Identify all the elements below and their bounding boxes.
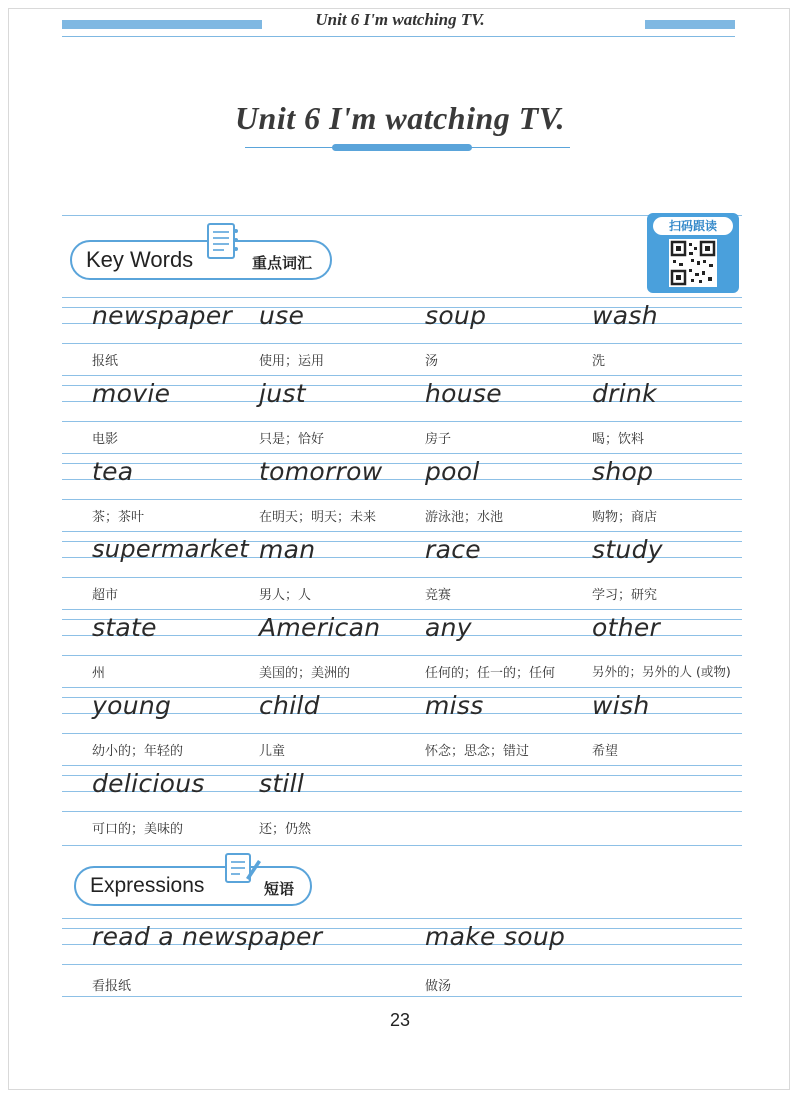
key-words-title: Key Words [86, 247, 194, 272]
vocab-meaning: 幼小的；年轻的 [92, 744, 184, 759]
vocab-meaning: 洗 [592, 354, 606, 369]
expression-phrase: read a newspaper [92, 922, 323, 951]
vocab-word: study [592, 535, 663, 564]
vocab-word: American [259, 613, 381, 642]
vocab-word: shop [592, 457, 654, 486]
vocab-meaning: 房子 [425, 432, 452, 447]
expressions-heading [74, 866, 312, 906]
vocab-meaning: 茶；茶叶 [92, 510, 145, 525]
vocab-meaning: 美国的；美洲的 [259, 666, 351, 681]
vocab-meaning: 希望 [592, 744, 619, 759]
vocab-meaning: 游泳池；水池 [425, 510, 504, 525]
vocab-meaning: 报纸 [92, 354, 119, 369]
vocab-meaning: 男人；人 [259, 588, 312, 603]
page-number: 23 [389, 1010, 411, 1030]
note-pen-icon [222, 848, 262, 892]
vocab-word: any [425, 613, 472, 642]
guide-rule [62, 964, 742, 965]
expression-meaning: 做汤 [425, 979, 452, 994]
guide-rule [62, 918, 742, 919]
expression-meaning: 看报纸 [92, 979, 132, 994]
vocab-meaning: 喝；饮料 [592, 432, 645, 447]
vocab-meaning: 只是；恰好 [259, 432, 325, 447]
vocab-meaning: 购物；商店 [592, 510, 658, 525]
guide-rule [62, 733, 742, 734]
vocab-meaning: 电影 [92, 432, 119, 447]
vocab-word: movie [92, 379, 171, 408]
vocab-word: wish [592, 691, 650, 720]
guide-rule [62, 531, 742, 532]
key-words-heading [70, 240, 332, 280]
vocab-word: miss [425, 691, 484, 720]
guide-rule [62, 687, 742, 688]
guide-rule [62, 655, 742, 656]
vocab-word: drink [592, 379, 657, 408]
guide-rule [62, 499, 742, 500]
vocab-word: tomorrow [259, 457, 383, 486]
vocab-word: still [259, 769, 305, 798]
vocab-word: use [259, 301, 305, 330]
vocab-word: supermarket [92, 535, 249, 563]
guide-rule [62, 421, 742, 422]
qr-label: 扫码跟读 [653, 217, 733, 235]
vocab-meaning: 可口的；美味的 [92, 822, 184, 837]
section-top-rule [62, 215, 742, 216]
vocab-word: race [425, 535, 481, 564]
vocab-meaning: 超市 [92, 588, 119, 603]
vocab-word: wash [592, 301, 658, 330]
guide-rule [62, 765, 742, 766]
vocab-meaning: 学习；研究 [592, 588, 658, 603]
vocab-meaning: 汤 [425, 354, 439, 369]
vocab-word: newspaper [92, 301, 233, 330]
vocab-meaning: 使用；运用 [259, 354, 325, 369]
unit-title: Unit 6 I'm watching TV. [234, 100, 566, 136]
guide-rule [62, 453, 742, 454]
guide-rule [62, 609, 742, 610]
vocab-word: pool [425, 457, 480, 486]
vocab-meaning: 另外的；另外的人 (或物) [592, 664, 731, 679]
vocab-meaning: 在明天；明天；未来 [259, 510, 377, 525]
vocab-word: soup [425, 301, 487, 330]
running-header-title: Unit 6 I'm watching TV. [315, 10, 485, 29]
vocab-word: tea [92, 457, 134, 486]
header-rule [62, 36, 735, 37]
vocab-word: house [425, 379, 502, 408]
vocab-word: just [259, 379, 306, 408]
expressions-title: Expressions [90, 874, 205, 897]
vocab-word: delicious [92, 769, 205, 798]
vocab-meaning: 竞赛 [425, 588, 452, 603]
notebook-icon [202, 222, 246, 266]
guide-rule [62, 375, 742, 376]
guide-rule [62, 577, 742, 578]
guide-rule [62, 297, 742, 298]
vocab-meaning: 州 [92, 666, 106, 681]
qr-code-panel[interactable] [647, 213, 739, 293]
key-words-title-zh: 重点词汇 [252, 254, 313, 272]
vocab-word: other [592, 613, 661, 642]
vocab-word: man [259, 535, 316, 564]
vocab-meaning: 怀念；思念；错过 [425, 744, 530, 759]
vocab-meaning: 任何的；任一的；任何 [425, 666, 556, 681]
vocab-word: state [92, 613, 157, 642]
qr-code-icon [669, 239, 717, 287]
expressions-title-zh: 短语 [264, 880, 295, 898]
vocab-meaning: 儿童 [259, 744, 286, 759]
guide-rule [62, 996, 742, 997]
vocab-word: young [92, 691, 172, 720]
guide-rule [62, 811, 742, 812]
vocab-meaning: 还；仍然 [259, 822, 312, 837]
expression-phrase: make soup [425, 922, 566, 951]
title-underline-accent [332, 144, 472, 151]
guide-rule [62, 343, 742, 344]
vocab-word: child [259, 691, 320, 720]
guide-rule [62, 845, 742, 846]
